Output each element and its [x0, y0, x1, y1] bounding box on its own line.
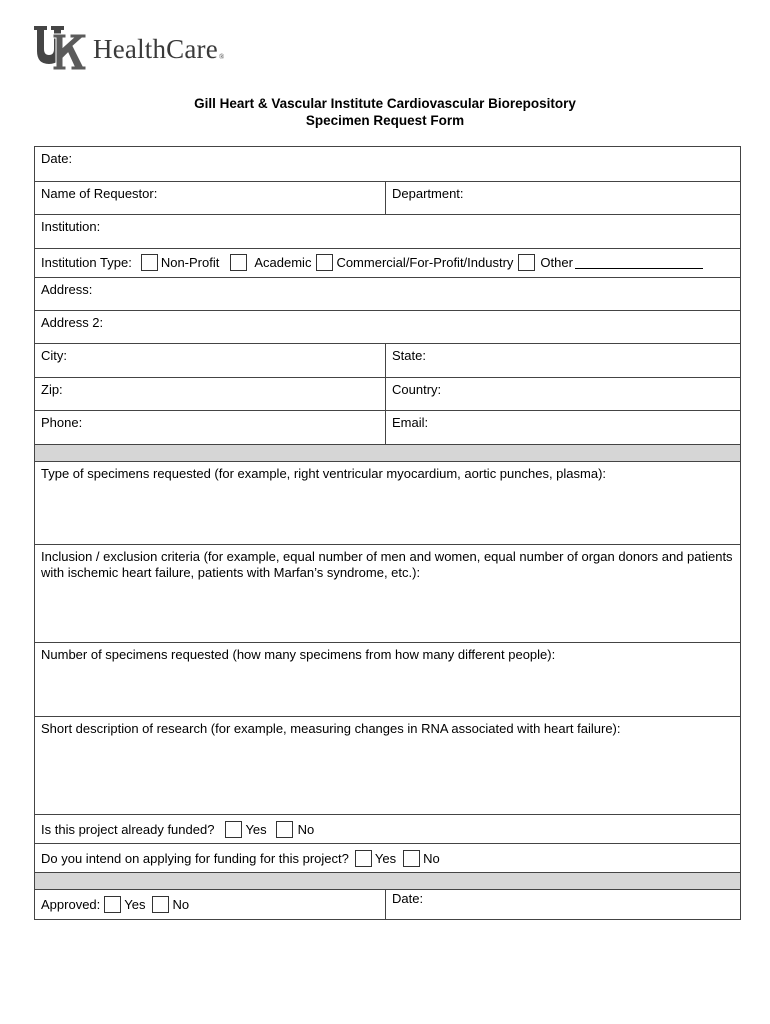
address-row: [35, 277, 740, 310]
requestor-row: [35, 181, 740, 214]
commercial-option: Commercial/For-Profit/Industry: [336, 255, 514, 270]
institution-field[interactable]: [35, 215, 740, 248]
funded-yes-label: Yes: [245, 821, 267, 837]
number-label: Number of specimens requested (how many specimens from how many different people):: [41, 647, 556, 662]
funded-question: Is this project already funded?: [41, 821, 215, 837]
approval-row: [35, 889, 740, 919]
approval-date-label: Date:: [392, 891, 424, 906]
criteria-row: [35, 544, 740, 642]
approved-label: Approved:: [41, 897, 101, 912]
phone-label: Phone:: [41, 415, 83, 430]
zip-label: Zip:: [41, 382, 63, 397]
country-label: Country:: [392, 382, 442, 397]
city-label: City:: [41, 348, 67, 363]
section-divider: [35, 444, 740, 461]
research-field[interactable]: [35, 717, 740, 814]
address2-label: Address 2:: [41, 315, 104, 330]
zip-field[interactable]: [35, 378, 386, 410]
address2-row: [35, 310, 740, 343]
approval-divider: [35, 872, 740, 889]
approved-yes-label: Yes: [124, 897, 146, 912]
commercial-checkbox[interactable]: [316, 254, 333, 271]
address-label: Address:: [41, 282, 93, 297]
funded-row: [35, 814, 740, 843]
date-field[interactable]: [35, 147, 740, 181]
criteria-field[interactable]: [35, 545, 740, 642]
address2-field[interactable]: [35, 311, 740, 343]
non-profit-option: Non-Profit: [160, 255, 220, 270]
approved-no-checkbox[interactable]: [152, 896, 169, 913]
number-row: [35, 642, 740, 716]
research-label: Short description of research (for example, measuring changes in RNA associated with heart failure):: [41, 721, 621, 736]
date-label: Date:: [41, 151, 73, 166]
specimen-type-label: Type of specimens requested (for example, right ventricular myocardium, aortic punches, plasma):: [41, 466, 607, 481]
applying-field: [35, 844, 446, 872]
non-profit-checkbox[interactable]: [141, 254, 158, 271]
city-field[interactable]: [35, 344, 386, 377]
specimen-type-row: [35, 461, 740, 544]
applying-no-checkbox[interactable]: [403, 850, 420, 867]
logo-brand-text: HealthCare®: [93, 33, 225, 64]
email-field[interactable]: [386, 411, 740, 444]
funded-no-label: No: [297, 821, 315, 837]
address-field[interactable]: [35, 278, 740, 310]
form-title: Gill Heart & Vascular Institute Cardiovascular Biorepository: [194, 96, 576, 111]
requestor-field[interactable]: [35, 182, 386, 214]
number-field[interactable]: [35, 643, 740, 716]
requestor-label: Name of Requestor:: [41, 186, 158, 201]
approved-yes-checkbox[interactable]: [104, 896, 121, 913]
phone-row: [35, 410, 740, 444]
academic-checkbox[interactable]: [230, 254, 247, 271]
state-field[interactable]: [386, 344, 740, 377]
research-row: [35, 716, 740, 814]
country-field[interactable]: [386, 378, 740, 410]
phone-field[interactable]: [35, 411, 386, 444]
uk-healthcare-logo: [33, 24, 224, 72]
criteria-label: Inclusion / exclusion criteria (for example, equal number of men and women, equal number of organ donors and patients with ischemic heart failure, patients with Marfan’s syndrome, etc.):: [41, 549, 733, 580]
state-label: State:: [392, 348, 426, 363]
zip-row: [35, 377, 740, 410]
specimen-request-form: [34, 146, 741, 920]
applying-yes-label: Yes: [374, 850, 397, 866]
funded-field: [35, 815, 320, 843]
department-label: Department:: [392, 186, 464, 201]
applying-question: Do you intend on applying for funding for this project?: [41, 850, 349, 866]
applying-no-label: No: [423, 850, 440, 866]
form-subtitle: Specimen Request Form: [305, 113, 465, 128]
institution-type-row: [35, 248, 740, 277]
funded-yes-checkbox[interactable]: [225, 821, 242, 838]
institution-row: [35, 214, 740, 248]
other-fill-line[interactable]: [575, 256, 703, 269]
other-checkbox[interactable]: [518, 254, 535, 271]
institution-type-field: [35, 249, 709, 277]
applying-row: [35, 843, 740, 872]
specimen-type-field[interactable]: [35, 462, 740, 544]
date-row: [35, 147, 740, 181]
department-field[interactable]: [386, 182, 740, 214]
funded-no-checkbox[interactable]: [276, 821, 293, 838]
approved-no-label: No: [172, 897, 190, 912]
approval-date-field[interactable]: [386, 890, 740, 919]
city-row: [35, 343, 740, 377]
institution-type-label: Institution Type:: [41, 255, 132, 270]
other-option: Other: [540, 255, 573, 270]
institution-label: Institution:: [41, 219, 101, 234]
academic-option: Academic: [254, 255, 312, 270]
email-label: Email:: [392, 415, 429, 430]
uk-monogram-icon: [33, 25, 87, 71]
applying-yes-checkbox[interactable]: [355, 850, 372, 867]
approved-field: [35, 890, 386, 919]
